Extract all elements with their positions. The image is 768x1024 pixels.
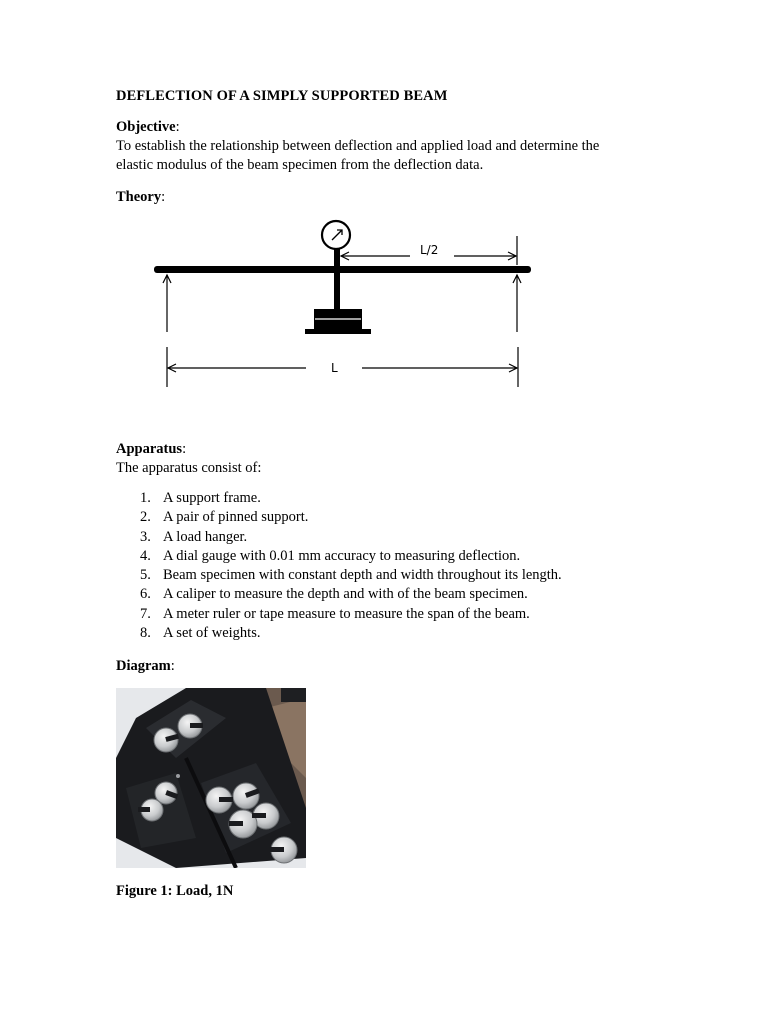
list-item-number: 4. — [140, 547, 151, 564]
half-span-label: L/2 — [420, 243, 439, 257]
objective-heading-text: Objective — [116, 119, 176, 135]
diagram-heading — [116, 657, 175, 676]
list-item — [116, 528, 562, 547]
list-item-number: 2. — [140, 509, 151, 526]
list-item — [116, 508, 562, 527]
objective-colon: : — [175, 119, 180, 135]
apparatus-intro: The apparatus consist of: — [116, 460, 262, 476]
list-item-number: 3. — [140, 528, 151, 545]
list-item-text: A support frame. — [163, 490, 261, 506]
span-label: L — [331, 361, 338, 375]
weights-photo-illustration — [116, 688, 306, 868]
list-item — [116, 547, 562, 566]
list-item-number: 7. — [140, 605, 151, 622]
list-item-text: A caliper to measure the depth and with of the beam specimen. — [163, 586, 528, 603]
theory-heading — [116, 188, 165, 207]
objective-line-1: To establish the relationship between deflection and applied load and determine the — [116, 138, 600, 154]
list-item-text: A meter ruler or tape measure to measure the span of the beam. — [163, 605, 530, 622]
list-item-number: 8. — [140, 625, 151, 642]
diagram-heading-text: Diagram — [116, 658, 171, 674]
theory-heading-text: Theory — [116, 189, 162, 205]
diagram-colon: : — [170, 658, 175, 674]
list-item — [116, 605, 562, 624]
list-item-text: A set of weights. — [163, 625, 261, 642]
objective-heading — [116, 118, 180, 137]
list-item — [116, 566, 562, 585]
apparatus-heading — [116, 440, 186, 459]
dial-gauge-icon — [322, 221, 350, 249]
objective-line-2: elastic modulus of the beam specimen from the deflection data. — [116, 157, 484, 173]
list-item — [116, 489, 562, 508]
list-item — [116, 585, 562, 604]
list-item-text: A dial gauge with 0.01 mm accuracy to measuring deflection. — [163, 547, 521, 564]
weight-base — [305, 329, 371, 334]
weights-photo — [116, 688, 306, 868]
apparatus-heading-text: Apparatus — [116, 441, 183, 457]
list-item-text: A load hanger. — [163, 528, 248, 545]
objective-text — [116, 137, 656, 175]
apparatus-colon: : — [182, 441, 187, 457]
document-title: DEFLECTION OF A SIMPLY SUPPORTED BEAM — [116, 88, 448, 104]
list-item — [116, 624, 562, 643]
load-hanger-stem — [334, 249, 340, 311]
beam-diagram — [140, 210, 550, 410]
list-item-number: 1. — [140, 490, 151, 506]
beam — [154, 266, 531, 273]
list-item-text: Beam specimen with constant depth and width throughout its length. — [163, 567, 562, 584]
apparatus-list — [116, 489, 562, 643]
list-item-number: 5. — [140, 567, 151, 584]
figure-caption: Figure 1: Load, 1N — [116, 883, 234, 899]
theory-colon: : — [161, 189, 166, 205]
list-item-text: A pair of pinned support. — [163, 509, 309, 526]
list-item-number: 6. — [140, 586, 151, 603]
